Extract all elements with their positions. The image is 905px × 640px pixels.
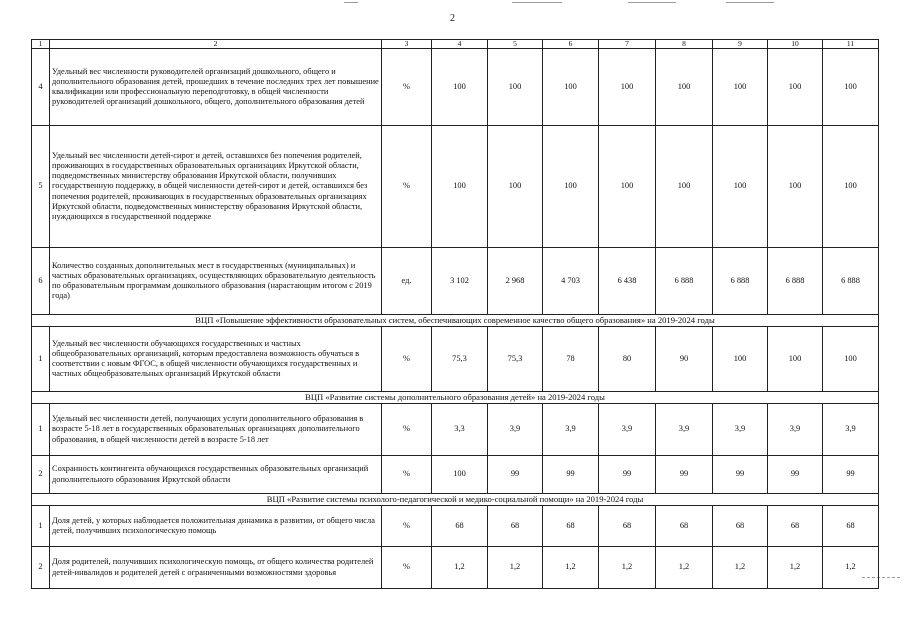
value-cell: 100 bbox=[432, 456, 488, 494]
row-number: 2 bbox=[32, 547, 50, 589]
value-cell: 100 bbox=[543, 49, 599, 126]
value-cell: 90 bbox=[656, 327, 713, 392]
value-cell: 68 bbox=[656, 506, 713, 547]
indicator-description: Удельный вес численности детей, получающих услуги дополнительного образования в возрасте 5-18 лет в государственных образовательных организациях дополнительного образования, в общей численности детей в возрасте 5-18 лет bbox=[50, 404, 382, 456]
indicator-row bbox=[32, 49, 879, 126]
value-cell: 3,9 bbox=[768, 404, 823, 456]
value-cell: 6 438 bbox=[599, 248, 656, 315]
value-cell: 6 888 bbox=[823, 248, 879, 315]
value-cell: 100 bbox=[599, 49, 656, 126]
section-heading-row bbox=[32, 392, 879, 404]
value-cell: 68 bbox=[599, 506, 656, 547]
value-cell: 1,2 bbox=[543, 547, 599, 589]
value-cell: 75,3 bbox=[432, 327, 488, 392]
unit-cell: % bbox=[382, 327, 432, 392]
value-cell: 100 bbox=[432, 126, 488, 248]
value-cell: 3,9 bbox=[543, 404, 599, 456]
value-cell: 1,2 bbox=[599, 547, 656, 589]
value-cell: 68 bbox=[488, 506, 543, 547]
scan-mark-top-3 bbox=[628, 2, 676, 3]
unit-cell: % bbox=[382, 506, 432, 547]
indicator-description: Доля родителей, получивших психологическую помощь, от общего количества родителей детей-инвалидов и родителей детей с ограниченными возможностями здоровья bbox=[50, 547, 382, 589]
indicator-row bbox=[32, 547, 879, 589]
column-number: 4 bbox=[432, 40, 488, 49]
indicator-row bbox=[32, 126, 879, 248]
indicator-description: Удельный вес численности детей-сирот и детей, оставшихся без попечения родителей, проживающих в государственных образовательных организациях Иркутской области, подведомственных министерству образования Иркутской области, получивших государственную поддержку, в общей численности детей-сирот и детей, оставшихся без попечения родителей, проживающих в государственных образовательных организациях Иркутской области, подведомственных министерству образования Иркутской области, нуждающихся в государственной поддержке bbox=[50, 126, 382, 248]
row-number: 1 bbox=[32, 506, 50, 547]
value-cell: 6 888 bbox=[768, 248, 823, 315]
value-cell: 2 968 bbox=[488, 248, 543, 315]
indicator-row bbox=[32, 456, 879, 494]
page-number: 2 bbox=[450, 13, 455, 24]
scan-mark-top-4 bbox=[726, 2, 774, 3]
indicator-row bbox=[32, 506, 879, 547]
indicator-row bbox=[32, 404, 879, 456]
value-cell: 68 bbox=[823, 506, 879, 547]
value-cell: 6 888 bbox=[713, 248, 768, 315]
value-cell: 6 888 bbox=[656, 248, 713, 315]
indicator-description: Удельный вес численности обучающихся государственных и частных общеобразовательных организаций, которым предоставлена возможность обучаться в соответствии с новым ФГОС, в общей численности обучающихся государственных и частных общеобразовательных организаций Иркутской области bbox=[50, 327, 382, 392]
indicator-row bbox=[32, 327, 879, 392]
value-cell: 100 bbox=[823, 49, 879, 126]
value-cell: 1,2 bbox=[432, 547, 488, 589]
value-cell: 1,2 bbox=[713, 547, 768, 589]
indicator-description: Доля детей, у которых наблюдается положительная динамика в развитии, от общего числа детей, получивших психологическую помощь bbox=[50, 506, 382, 547]
value-cell: 3,9 bbox=[488, 404, 543, 456]
indicator-description: Количество созданных дополнительных мест в государственных (муниципальных) и частных образовательных организациях, осуществляющих образовательную деятельность по образовательным программам дошкольного образования (нарастающим итогом с 2019 года) bbox=[50, 248, 382, 315]
value-cell: 1,2 bbox=[656, 547, 713, 589]
value-cell: 1,2 bbox=[823, 547, 879, 589]
value-cell: 3 102 bbox=[432, 248, 488, 315]
value-cell: 100 bbox=[713, 126, 768, 248]
value-cell: 100 bbox=[656, 49, 713, 126]
value-cell: 99 bbox=[768, 456, 823, 494]
indicator-description: Сохранность контингента обучающихся государственных образовательных организаций дополнительного образования Иркутской области bbox=[50, 456, 382, 494]
row-number: 5 bbox=[32, 126, 50, 248]
value-cell: 100 bbox=[768, 126, 823, 248]
value-cell: 100 bbox=[713, 49, 768, 126]
row-number: 2 bbox=[32, 456, 50, 494]
value-cell: 75,3 bbox=[488, 327, 543, 392]
value-cell: 68 bbox=[713, 506, 768, 547]
unit-cell: % bbox=[382, 547, 432, 589]
value-cell: 3,9 bbox=[713, 404, 768, 456]
value-cell: 100 bbox=[432, 49, 488, 126]
section-heading: ВЦП «Повышение эффективности образовательных систем, обеспечивающих современное качество общего образования» на 2019-2024 годы bbox=[32, 315, 879, 327]
column-number: 8 bbox=[656, 40, 713, 49]
value-cell: 1,2 bbox=[768, 547, 823, 589]
section-heading: ВЦП «Развитие системы психолого-педагогической и медико-социальной помощи» на 2019-2024 годы bbox=[32, 494, 879, 506]
scan-mark-top-2 bbox=[512, 2, 562, 3]
value-cell: 3,9 bbox=[823, 404, 879, 456]
row-number: 1 bbox=[32, 404, 50, 456]
value-cell: 100 bbox=[488, 126, 543, 248]
value-cell: 100 bbox=[713, 327, 768, 392]
value-cell: 100 bbox=[656, 126, 713, 248]
column-number: 1 bbox=[32, 40, 50, 49]
column-number: 10 bbox=[768, 40, 823, 49]
column-number-row bbox=[32, 40, 879, 49]
indicator-row bbox=[32, 248, 879, 315]
value-cell: 99 bbox=[823, 456, 879, 494]
value-cell: 100 bbox=[488, 49, 543, 126]
row-number: 6 bbox=[32, 248, 50, 315]
section-heading: ВЦП «Развитие системы дополнительного образования детей» на 2019-2024 годы bbox=[32, 392, 879, 404]
indicator-table bbox=[31, 39, 879, 589]
row-number: 4 bbox=[32, 49, 50, 126]
unit-cell: % bbox=[382, 404, 432, 456]
column-number: 5 bbox=[488, 40, 543, 49]
value-cell: 100 bbox=[599, 126, 656, 248]
column-number: 7 bbox=[599, 40, 656, 49]
value-cell: 1,2 bbox=[488, 547, 543, 589]
value-cell: 99 bbox=[488, 456, 543, 494]
value-cell: 4 703 bbox=[543, 248, 599, 315]
unit-cell: ед. bbox=[382, 248, 432, 315]
value-cell: 100 bbox=[823, 327, 879, 392]
scan-mark-top-1 bbox=[344, 2, 358, 3]
value-cell: 99 bbox=[599, 456, 656, 494]
value-cell: 3,3 bbox=[432, 404, 488, 456]
column-number: 9 bbox=[713, 40, 768, 49]
value-cell: 78 bbox=[543, 327, 599, 392]
unit-cell: % bbox=[382, 456, 432, 494]
row-number: 1 bbox=[32, 327, 50, 392]
indicator-description: Удельный вес численности руководителей организаций дошкольного, общего и дополнительного образования детей, прошедших в течение последних трех лет повышение квалификации или профессиональную переподготовку, в общей численности руководителей организаций дошкольного, общего, дополнительного образования детей bbox=[50, 49, 382, 126]
column-number: 2 bbox=[50, 40, 382, 49]
value-cell: 3,9 bbox=[656, 404, 713, 456]
value-cell: 100 bbox=[768, 49, 823, 126]
value-cell: 100 bbox=[823, 126, 879, 248]
column-number: 3 bbox=[382, 40, 432, 49]
value-cell: 68 bbox=[432, 506, 488, 547]
value-cell: 99 bbox=[713, 456, 768, 494]
unit-cell: % bbox=[382, 126, 432, 248]
section-heading-row bbox=[32, 315, 879, 327]
section-heading-row bbox=[32, 494, 879, 506]
value-cell: 100 bbox=[768, 327, 823, 392]
value-cell: 68 bbox=[768, 506, 823, 547]
column-number: 6 bbox=[543, 40, 599, 49]
value-cell: 3,9 bbox=[599, 404, 656, 456]
value-cell: 99 bbox=[543, 456, 599, 494]
column-number: 11 bbox=[823, 40, 879, 49]
value-cell: 80 bbox=[599, 327, 656, 392]
value-cell: 68 bbox=[543, 506, 599, 547]
value-cell: 100 bbox=[543, 126, 599, 248]
value-cell: 99 bbox=[656, 456, 713, 494]
unit-cell: % bbox=[382, 49, 432, 126]
